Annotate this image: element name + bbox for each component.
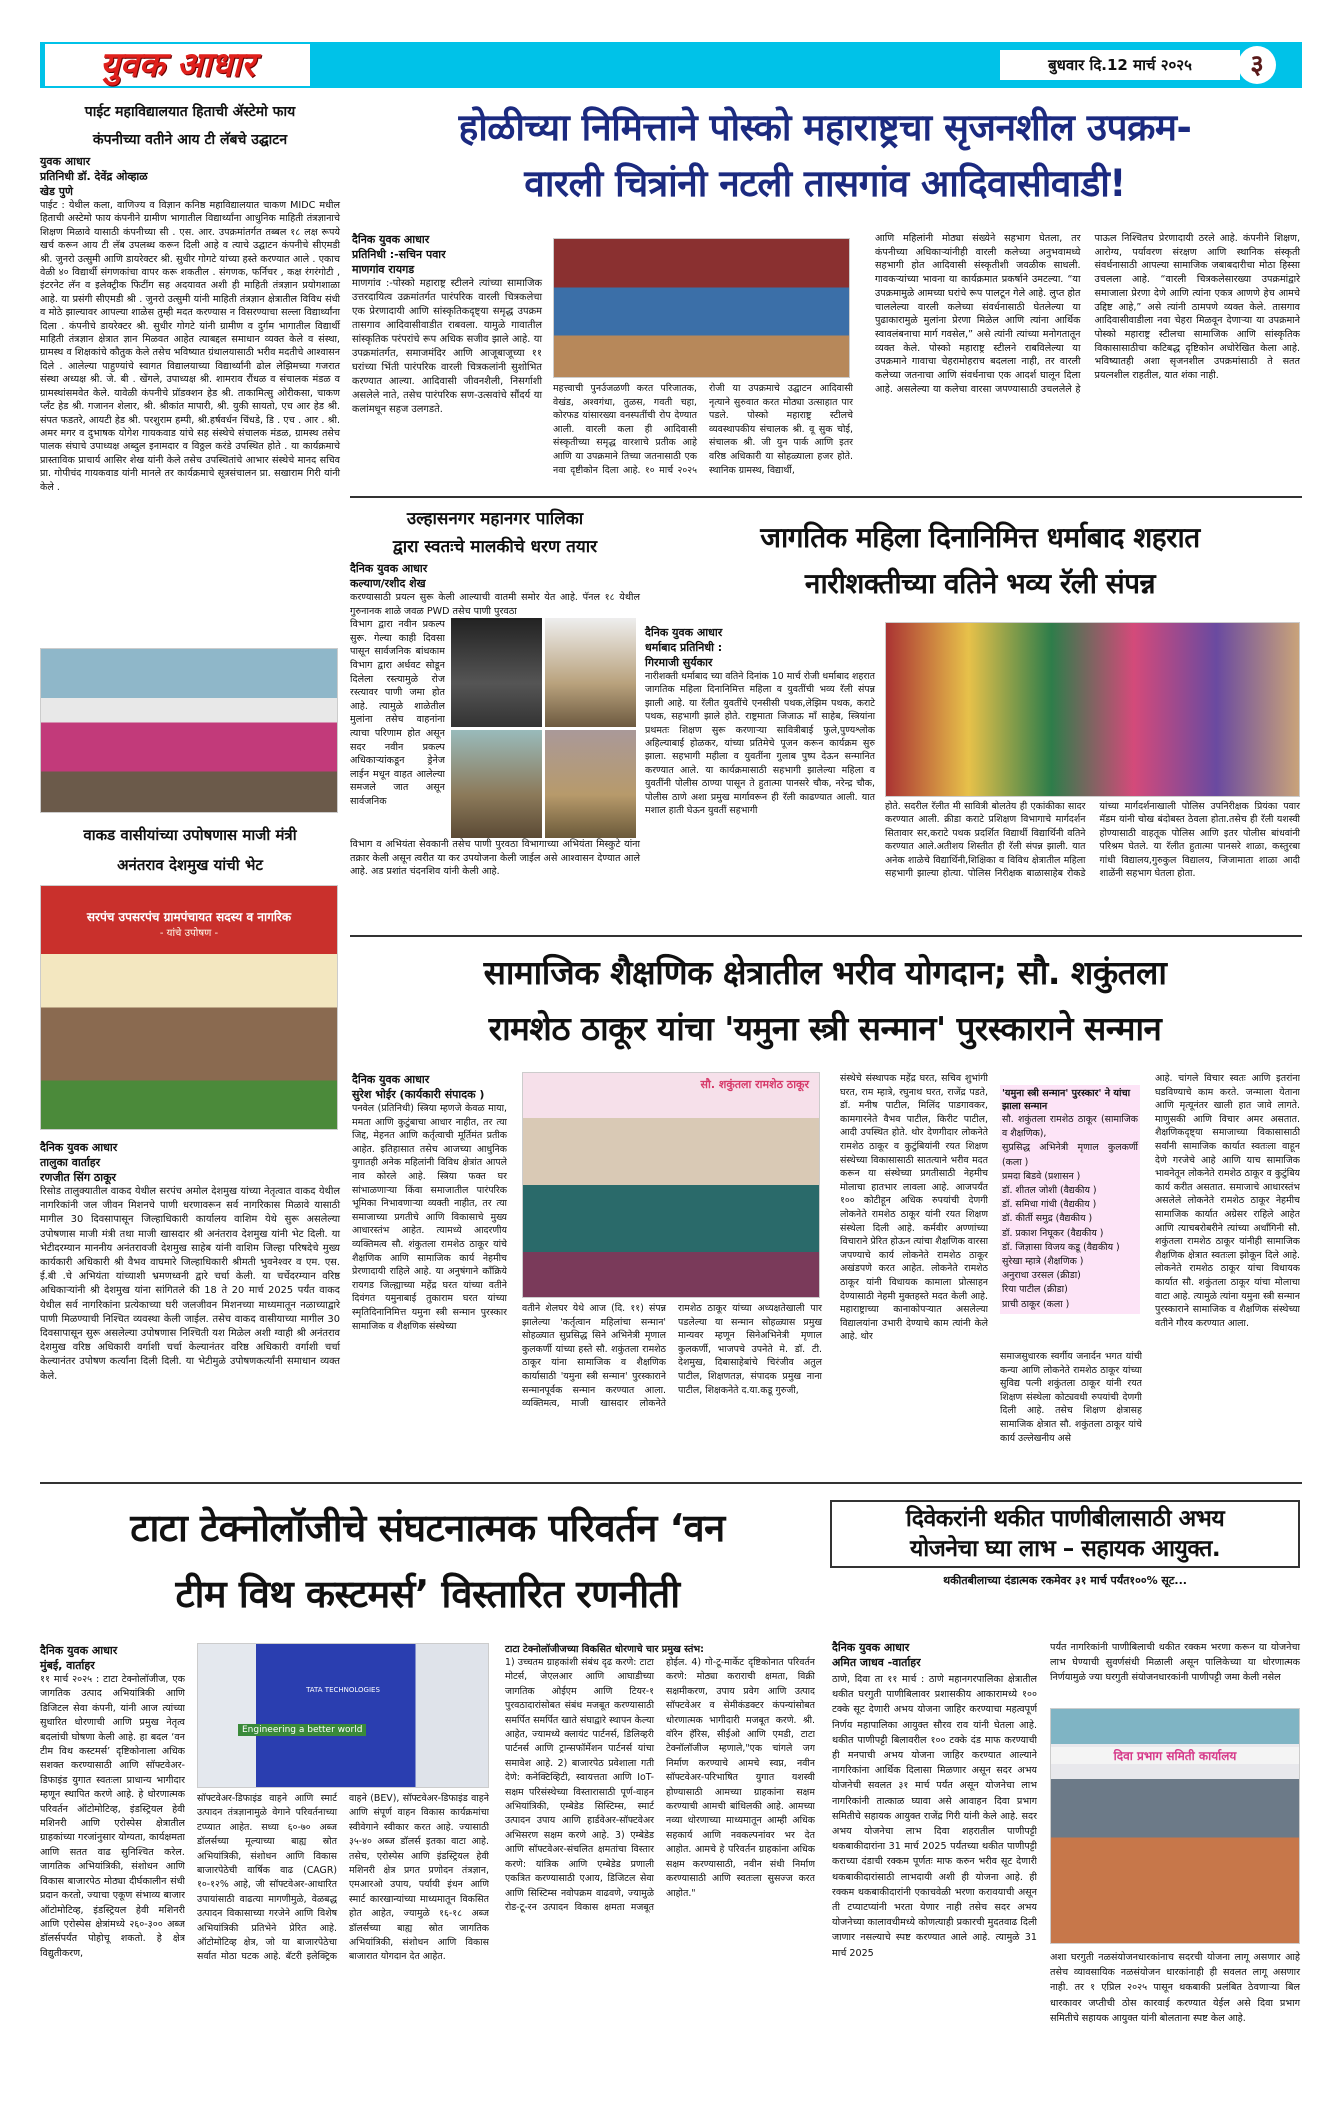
article-body: वतीने शेलघर येथे आज (दि. ११) संपन्न झालेल्या 'कर्तृत्वान महिलांचा सन्मान' सोहळ्यात सुप्रसिद्ध सिने अभिनेत्री मृणाल कुलकर्णी यांच्या हस्ते सौ. शकुंतला रामशेठ ठाकूर यांना सामाजिक व शैक्षणिक कार्यासाठी 'यमुना स्त्री सन्मान' पुरस्काराने सन्मानपूर्वक सन्मान करण्यात आला. व्यक्तिमत्व, माजी खासदार लोकनेते रामशेठ ठाकूर यांच्या अध्यक्षतेखाली पार पडलेल्या या सन्मान सोहळ्यास प्रमुख मान्यवर म्हणून सिनेअभिनेत्री मृणाल कुलकर्णी, भाजपचे उपनेते मे. डॉ. टी. देशमुख, दिबासाहेबांचे चिरंजीव अतुल पाटील, शिक्षणतज्ञ, संपादक प्रमुख नाना पाटील, शिक्षकनेते द.या.कडू गुरुजी, — [522, 1303, 822, 1410]
photo-banner-text: सौ. शकुंतला रामशेठ ठाकूर — [700, 1078, 809, 1091]
headline-line: अनंतराव देशमुख यांची भेट — [117, 856, 263, 874]
headline-line: टीम विथ कस्टमर्स’ विस्तारित रणनीती — [175, 1572, 680, 1616]
awardee: रिया पाटील (क्रीडा) — [1002, 1284, 1068, 1296]
article-body: संस्थेचे संस्थापक महेंद्र घरत, सचिव शुभांगी घरत, राम म्हात्रे, रघुनाथ घरत, राजेंद्र पडते, डॉ. मनीष पाटील, मिलिंद पाडगावकर, कामगारनेते वैभव पाटील, किरीट पाटील, आदी उपस्थित होते. थोर देणगीदार लोकनेते रामशेठ ठाकूर व कुटुंबियांनी रयत शिक्षण संस्थेच्या विकासासाठी सातत्याने भरीव मदत करून या संस्थेच्या प्रगतीसाठी नेहमीच मोलाचा हातभार लावला आहे. आजपर्यंत १०० कोटीहून अधिक रुपयांची देणगी लोकनेते रामशेठ ठाकूर यांनी रयत शिक्षण संस्थेला दिली आहे. कर्मवीर अण्णांच्या विचाराने प्रेरित होऊन त्यांचा शैक्षणिक वारसा जपण्याचे कार्य लोकनेते रामशेठ ठाकूर अखंडपणे करत आहेत. लोकनेते रामशेठ ठाकूर यांनी विधायक कामाला प्रोत्साहन देण्यासाठी नेहमी मुक्तहस्ते मदत केली आहे. महाराष्ट्राच्या कानाकोपऱ्यात असलेल्या विद्यालयांना उभारी देण्याचे काम त्यांनी केले आहे. थोर — [840, 1073, 988, 1343]
byline: सुरेश भोईर (कार्यकारी संपादक ) — [352, 1088, 485, 1101]
byline: युवक आधार — [40, 155, 91, 168]
byline: अमित जाधव -वार्ताहर — [832, 1656, 921, 1669]
article-body: आहे. चांगले विचार स्वतः आणि इतरांना घडविण्याचे काम करते. जन्माला येताना आणि मृत्यूनंतर खाली हात जावे लागते. माणुसकी आणि विचार अमर असतात. शैक्षणिकदृष्ट्या समाजाच्या विकासासाठी सर्वांनी सामाजिक कार्यात स्वतःला वाहून देणे गरजेचे आहे आणि याच सामाजिक भावनेतून लोकनेते रामशेठ ठाकूर व कुटुंबिय कार्य करीत असतात. समाजाचे आधारस्तंभ असलेले लोकनेते रामशेठ ठाकूर नेहमीच सामाजिक कार्यात अग्रेसर राहिले आहेत आणि त्याचबरोबरीने त्यांच्या अर्धांगिनी सौ. शकुंतला रामशेठ ठाकूर यांनीही सामाजिक शैक्षणिक क्षेत्रात स्वतःला झोकून दिले आहे. लोकनेते रामशेठ ठाकूर यांचा विधायक कार्यात सौ. शकुंतला ठाकूर यांचा मोलाचा वाटा आहे. त्यामुळे त्यांना यमुना स्त्री सन्मान पुरस्काराने सामाजिक व शैक्षणिक संस्थेच्या वतीने गौरव करण्यात आला. — [1155, 1073, 1300, 1329]
divider — [40, 1482, 1302, 1484]
photo-road-car — [545, 618, 636, 727]
photo-banner-text: सरपंच उपसरपंच ग्रामपंचायत सदस्य व नागरिक — [86, 910, 292, 924]
divider — [350, 935, 1302, 937]
byline: कल्याण/रशीद शेख — [350, 577, 426, 590]
headline-line: होळीच्या निमित्ताने पोस्को महाराष्ट्रचा सृजनशील उपक्रम- — [458, 106, 1192, 149]
awardees-title: 'यमुना स्त्री सन्मान' पुरस्कार' ने यांचा झाला सन्मान — [1002, 1088, 1131, 1112]
newspaper-logo: युवक आधार — [45, 44, 310, 86]
headline-line: रामशेठ ठाकूर यांचा 'यमुना स्त्री सन्मान' पुरस्काराने सन्मान — [488, 1009, 1162, 1048]
byline: मुंबई, वार्ताहर — [40, 1659, 95, 1672]
article-body: अशा घरगुती नळसंयोजनधारकांनाच सदरची योजना लागू असणार आहे तसेच व्यावसायिक नळसंयोजन धारकांनाही ही सवलत लागू असणार नाही. तर १ एप्रिल २०२५ पासून थकबाकी प्रलंबित ठेवणाऱ्या बिल धारकावर जप्तीची ठोस कारवाई करण्यात येईल असे दिवा प्रभाग समितीचे सहायक आयुक्त यांनी बोलताना स्पष्ट केल आहे. — [1050, 1952, 1300, 2024]
article-body: नारीशक्ती धर्माबाद च्या वतिने दिनांक 10 मार्च रोजी धर्माबाद शहरात जागतिक महिला दिनानिमित्त महिला व युवतींची भव्य रॅली संपन्न झाली आहे. या रॅलीत युवतींचे एनसीसी पथक,लेझिम पथक, कराटे पथक, सहभागी झाले होते. राष्ट्रमाता जिजाऊ माँ साहेब, स्त्रियांना प्रथमतः शिक्षण सुरू करणाऱ्या सावित्रीबाई फुले,पुण्यश्लोक अहिल्याबाई होळकर, यांच्या प्रतिमेचे पूजन करून कार्यक्रम सुरु झाला. सहभागी महीला व युवतींना गुलाब पुष्प देऊन सन्मानित करण्यात आले. या कार्यक्रमासाठी सहभागी झालेल्या महिला व युवतींनी पोलीस ठाण्या पासून ते हुतात्मा पानसरे चौक, नरेन्द्र चौक, पोलीस ठाणे अशा प्रमुख मार्गावरून ही रॅली काढण्यात आली. यात मशाल हाती घेऊन युवतीं सहभागी — [645, 671, 875, 817]
headline-line: दिवेकरांनी थकीत पाणीबीलासाठी अभय — [905, 1506, 1225, 1532]
photo-sign-text: दिवा प्रभाग समिती कार्यालय — [1051, 1747, 1299, 1764]
article-womens-day-headline — [660, 515, 1300, 607]
headline-line: सामाजिक शैक्षणिक क्षेत्रातील भरीव योगदान; सौ. शकुंतला — [483, 953, 1167, 992]
article-tata-headline — [40, 1495, 815, 1627]
awardee: डॉ. समिधा गांधी (वैद्यकीय ) — [1002, 1199, 1097, 1211]
article-shakuntala-headline — [350, 945, 1300, 1057]
awardees-box — [1000, 1085, 1140, 1314]
article-shakuntala-col1 — [352, 1072, 507, 1457]
headline-line: योजनेचा घ्या लाभ – सहायक आयुक्त. — [909, 1536, 1221, 1562]
article-hitachi — [40, 98, 340, 494]
headline-line: उल्हासनगर महानगर पालिका — [406, 509, 584, 529]
photo-grid-waterlogging — [451, 618, 636, 838]
article-body: करण्यासाठी प्रयत्न सुरू केली आल्याची वातमी समोर येत आहे. पॅनल १८ येथील गुरुनानक शाळे जवळ PWD तसेच पाणी पुरवठा — [350, 592, 640, 617]
article-wakad-body — [40, 1140, 340, 1384]
diva-subheading: थकीतबीलाच्या दंडात्मक रकमेवर ३१ मार्च पर्यंत१००% सूट... — [943, 1574, 1187, 1587]
article-ulhasnagar — [350, 505, 640, 879]
headline-line: नारीशक्तीच्या वतिने भव्य रॅली संपन्न — [804, 567, 1156, 600]
article-diva-col1 — [832, 1640, 1037, 1670]
awardee: सुप्रसिद्ध अभिनेत्री मृणाल कुलकर्णी (कला ) — [1002, 1142, 1138, 1168]
headline-line: जागतिक महिला दिनानिमित्त धर्माबाद शहरात — [760, 521, 1200, 554]
photo-banner-subtext: - यांचे उपोषण - — [159, 928, 219, 939]
byline: खेड पुणे — [40, 185, 73, 198]
article-body: रिसोड तालुक्यातील वाकद येथील सरपंच अमोल देशमुख यांच्या नेतृत्वात वाकद येथील नागरिकांनी जल जीवन मिशनचे पाणी धरणावरून सर्व नागरिकास मिळावे यासाठी मागील 30 दिवसापासून जिल्हाधिकारी कार्यालय वाशिम येथे सुरू असलेल्या उपोषणास माजी मंत्री तथा माजी खासदार श्री अनंतराव देशमुख यांनी भेट दिली. या भेटीदरम्यान माननीय अनंतरावजी देशमुख साहेब यांनी वाशिम जिल्हा परिषदेचे मुख्य कार्यकारी अधिकारी श्री वैभव वाघमारे जिल्हाधिकारी श्रीमती भुवनेश्वर व एम. एस. ई.बी .चे अभियंता यांच्याशी भ्रमणध्वनी द्वारे चर्चा केली. या चर्चेदरम्यान वरिष्ठ अधिकाऱ्यांनी श्री देशमुख यांना सांगितले की 18 ते 20 मार्च 2025 पर्यंत वाकद येथील सर्व नागरिकांना प्रत्येकाच्या घरी जलजीवन मिशनच्या माध्यमातून नळाच्याद्वारे पाणी मिळण्याची निश्चित व्यवस्था केली जाईल. तसेच वाकद वासीयाच्या मागील 30 दिवसापासून सुरू असलेल्या उपोषणास निश्चिती यश मिळेल अशी ग्वाही श्री अनंतराव देशमुख वरिष्ठ अधिकारी वर्गाशी चर्चा केल्यानंतर वरिष्ठ अधिकारी वर्गाशी चर्चा केल्यानंतर उपोषण कर्त्यांना दिली दिली. या भेटीमुळे उपोषणकर्त्यांनी समाधान व्यक्त केले. — [40, 1186, 340, 1382]
awardee: अनुराधा उरसल (क्रीडा) — [1002, 1270, 1081, 1282]
byline: दैनिक युवक आधार — [645, 626, 723, 639]
photo-warli-event — [553, 238, 850, 378]
photo-diva-ward-office — [1050, 1708, 1300, 1944]
article-diva-headline — [830, 1500, 1300, 1568]
headline-line: पाईट महाविद्यालयात हिताची ॲस्टेमो फाय — [84, 104, 296, 120]
headline-line: वारली चित्रांनी नटली तासगांव आदिवासीवाडी! — [524, 162, 1126, 205]
awardee: डॉ. शीतल जोशी (वैद्यकीय ) — [1002, 1185, 1097, 1197]
photo-womens-rally — [885, 622, 1300, 797]
divider — [350, 496, 1302, 498]
byline: तालुका वार्ताहर — [40, 1156, 101, 1169]
article-body: ठाणे, दिवा ता ११ मार्च : ठाणे महानगरपालिका क्षेत्रातील थकीत घरगुती पाणीबिलावर प्रशासकीय आकारामध्ये १०० टक्के सूट देणारी अभय योजना जाहिर करण्याचा महत्वपूर्ण निर्णय महापालिका आयुक्त सौरव राव यांनी घेतला आहे. थकीत पाणीपट्टी बिलावरील १०० टक्के दंड माफ करण्याची ही मनपाची अभय योजना जाहिर करण्यात आल्याने नागरिकांना आर्थिक दिलासा मिळणार असून सदर अभय योजनेची सवलत ३१ मार्च पर्यंत असून योजनेचा लाभ नागरिकांनी तात्काळ घ्यावा असे आवाहन दिवा प्रभाग समितीचे सहायक आयुक्त राजेंद्र गिरी यांनी केले आहे. सदर अभय योजनेचा लाभ दिवा शहरातील पाणीपट्टी थकबाकीदारांना 31 मार्च 2025 पर्यंतच्या थकीत पाणीपट्टी कराच्या दंडाची रक्कम पूर्णतः माफ करुन भरीव सूट देणारी थकबाकीदारांसाठी लाभदायी अशी ही योजना आहे. ही रक्कम थकबाकीदारांनी एकाचवेळी भरणा करावयाची असून ती टप्याटप्यांनी भरता येणार नाही तसेच सदर अभय योजनेच्या कालावधीमध्ये कोणत्याही प्रकारची मुदतवाढ दिली जाणार नसल्याचे स्पष्ट करण्यात आले आहे. त्यामुळे 31 मार्च 2025 — [832, 1674, 1037, 1959]
byline: माणगांव रायगड — [352, 263, 415, 276]
photo-tata-office — [197, 1643, 489, 1788]
photo-hunger-strike — [40, 885, 338, 1130]
awardee: डॉ. प्रकाश निघूकर (वैद्यकीय ) — [1002, 1227, 1104, 1239]
photo-award-ceremony — [522, 1072, 820, 1298]
photo-caption-text: Engineering a better world — [238, 1724, 366, 1736]
article-posco-headline — [350, 100, 1300, 212]
byline: दैनिक युवक आधार — [832, 1641, 910, 1654]
byline: प्रतिनिधी डॉ. देवेंद्र ओव्हाळ — [40, 170, 148, 183]
awardee: प्राची ठाकूर (कला ) — [1002, 1298, 1070, 1310]
photo-road-night — [451, 618, 542, 727]
article-body: महत्त्वाची पुनर्उजळणी करत परिजातक, वेखंड, अश्वगंधा, तुळस, गवती चहा, कोरफड यांसारख्या वनस्पतींची रोप देण्यात आली. वारली कला ही आदिवासी संस्कृतीच्या समृद्ध वारशाचे प्रतीक आहे आणि या उपक्रमाने तिच्या जतनासाठी एक नवा दृष्टीकोन दिला आहे. १० मार्च २०२५ रोजी या उपक्रमाचे उद्घाटन आदिवासी नृत्याने सुरुवात करत मोठ्या उत्साहात पार पडले. पोस्को महाराष्ट्र स्टीलचे व्यवस्थापकीय संचालक श्री. वू सुक चोई, संचालक श्री. जी युन पार्क आणि इतर वरिष्ठ अधिकारी या सोहळ्याला हजर होते. स्थानिक ग्रामस्थ, विद्यार्थी, — [553, 383, 853, 476]
byline: दैनिक युवक आधार — [352, 1073, 430, 1086]
byline: गिरमाजी सुर्यकार — [645, 656, 713, 669]
article-womens-day — [645, 625, 875, 817]
byline: धर्माबाद प्रतिनिधी : — [645, 641, 723, 654]
byline: दैनिक युवक आधार — [40, 1141, 118, 1154]
article-tata-col4 — [505, 1643, 815, 2066]
article-body: विभाग द्वारा नवीन प्रकल्प सुरू. गेल्या काही दिवसा पासून सार्वजनिक बांधकाम विभाग द्वारा अर्धवट सोडून दिलेला रस्त्यामुळे रोज रस्त्यावर पाणी जमा होत आहे. त्यामुळे शाळेतील मुलांना तसेच वाहनांना त्याचा परिणाम होत असून सदर नवीन प्रकल्प अधिकाऱ्यांकडून ड्रेनेज लाईन मधून वाहत आलेल्या समजले जात असून सार्वजनिक — [350, 619, 445, 807]
article-body: पनवेल (प्रतिनिधी) स्त्रिया म्हणजे केवळ माया, ममता आणि कुटुंबाचा आधार नाहीत, तर त्या जिद्द, मेहनत आणि कर्तृत्वाची मूर्तिमंत प्रतीक आहेत. इतिहासात तसेच आजच्या आधुनिक युगातही अनेक महिलांनी विविध क्षेत्रांत आपले नाव कोरले आहे. स्त्रिया फक्त घर सांभाळणाऱ्या किंवा समाजातील पारंपरिक भूमिका निभावणाऱ्या व्यक्ती नाहीत, तर त्या समाजाच्या प्रगतीचे आणि विकासाचे मुख्य आधारस्तंभ आहेत. त्यामध्ये आदरणीय व्यक्तिमत्व सौ. शंकुतला रामशेठ ठाकूर यांचे शैक्षणिक आणि सामाजिक कार्य नेहमीच प्रेरणादायी राहिले आहे. या अनुषंगाने कॉंक्रिये रायगड जिल्ह्याच्या महेंद्र घरत यांच्या वतीने दिवंगत यमुनाबाई तुकाराम घरत यांच्या स्मृतिदिनानिमित्त यमुना स्त्री सन्मान पुरस्कार सामाजिक व शैक्षणिक संस्थेच्या — [352, 1103, 507, 1332]
headline-line: टाटा टेक्नोलॉजीचे संघटनात्मक परिवर्तन ‘वन — [130, 1506, 725, 1550]
awardee: प्रमदा बिडवे (प्रशासन ) — [1002, 1170, 1081, 1182]
byline: दैनिक युवक आधार — [350, 562, 428, 575]
awardee: डॉ. कीर्ती समुद्र (वैद्यकीय ) — [1002, 1213, 1093, 1225]
headline-line: द्वारा स्वतःचे मालकीचे धरण तयार — [392, 537, 598, 557]
article-body: माणगांव :-पोस्को महाराष्ट्र स्टीलने त्यांच्या सामाजिक उत्तरदायित्व उक्रमांतर्गत पारंपरिक वारली चित्रकलेचा एक प्रेरणादायी आणि सांस्कृतिकदृष्ट्या समृद्ध उपक्रम तासगाव आदिवासीवाडीत राबवला. यामुळे गावातील सांस्कृतिक परंपरांचे रूप अधिक सजीव झाले आहे. या उपक्रमांतर्गत, समाजमंदिर आणि आजूबाजूच्या ११ घरांच्या भिंती पारंपरिक वारली चित्रकलांनी सुशोभित करण्यात आल्या. आदिवासी जीवनशैली, निसर्गाशी असलेले नाते, तसेच पारंपरिक सण-उत्सवांचे सौंदर्य या कलांमधून सहज उलगडते. — [352, 278, 542, 415]
issue-date: बुधवार दि.12 मार्च २०२५ — [1000, 50, 1240, 80]
byline: प्रतिनिधी :-सचिन पवार — [352, 248, 446, 261]
awardee: डॉ. जिज्ञासा विजय कडू (वैद्यकीय ) — [1002, 1241, 1120, 1253]
article-body: ११ मार्च २०२५ : टाटा टेक्नोलॉजीज, एक जागतिक उत्पाद अभियांत्रिकी आणि डिजिटल सेवा कंपनी, यांनी आज त्यांच्या सुधारित धोरणाची आणि प्रमुख नेतृत्व बदलांची घोषणा केली आहे. हा बदल ‘वन टीम विथ कस्टमर्स’ दृष्टिकोनाला अधिक सशक्त करण्यासाठी आणि सॉफ्टवेअर-डिफाइंड युगात स्वतःला प्राधान्य भागीदार म्हणून स्थापित करणे आहे. हे धोरणात्मक परिवर्तन ऑटोमोटिव्ह, इंडस्ट्रियल हेवी मशिनरी आणि एरोस्पेस क्षेत्रातील ग्राहकांच्या गरजांनुसार योग्यता, कार्यक्षमता आणि सतत वाढ सुनिश्चित करेल. जागतिक अभियांत्रिकी, संशोधन आणि विकास बाजारपेठ मोठ्या दीर्घकालीन संधी प्रदान करतो, ज्याचा एकूण संभाव्य बाजार ऑटोमोटिव्ह, इंडस्ट्रियल हेवी मशिनरी आणि एरोस्पेस क्षेत्रांमध्ये २६०-३०० अब्ज डॉलर्सपर्यंत पोहोचू शकतो. हे क्षेत्र विद्युतीकरण, — [40, 1674, 185, 1959]
photo-sign-text: TATA TECHNOLOGIES — [306, 1686, 380, 1694]
article-body: विभाग व अभियंता सेवकानी तसेच पाणी पुरवठा विभागाच्या अभियंता मिस्कुटे यांना तक्रार केली असून त्वरीत या कर उपयोजना केली जाईल असे आश्वासन देण्यात आले आहे. अड प्रशांत चंदनशिव यांनी केली आहे. — [350, 839, 640, 878]
byline: दैनिक युवक आधार — [352, 233, 430, 246]
photo-road-pothole — [545, 730, 636, 839]
article-body: सॉफ्टवेअर-डिफाइंड वाहने आणि स्मार्ट उत्पादन तंत्रज्ञानामुळे वेगाने परिवर्तनाच्या टप्प्यात आहेत. सध्या ६०-७० अब्ज डॉलर्सच्या मूल्याच्या बाह्य स्रोत अभियांत्रिकी, संशोधन आणि विकास बाजारपेठेची वार्षिक वाढ (CAGR) १०-१२% आहे, जी सॉफ्टवेअर-आधारित उपायांसाठी वाढत्या मागणीमुळे, वेळबद्ध उत्पादन विकासाच्या गरजेने आणि विशेष अभियांत्रिकी प्रतिभेने प्रेरित आहे. ऑटोमोटिव्ह क्षेत्र, जो या बाजारपेठेचा सर्वात मोठा घटक आहे. बॅटरी इलेक्ट्रिक वाहने (BEV), सॉफ्टवेअर-डिफाइंड वाहने आणि संपूर्ण वाहन विकास कार्यक्रमांचा स्वीवेगाने स्वीकार करत आहे. ज्यासाठी ३५-४० अब्ज डॉलर्स इतका वाटा आहे. तसेच, एरोस्पेस आणि इंडस्ट्रियल हेवी मशिनरी क्षेत्र प्रगत प्रणोदन तंत्रज्ञान, एमआरओ उपाय, पर्यायी इंधन आणि स्मार्ट कारखान्यांच्या माध्यमातून विकसित होत आहेत, ज्यामुळे १६-१८ अब्ज डॉलर्सच्या बाह्य स्रोत जागतिक अभियांत्रिकी, संशोधन आणि विकास बाजारात योगदान देत आहेत. — [197, 1793, 489, 1963]
page-number: ३ — [1238, 46, 1276, 84]
headline-line: कंपनीच्या वतीने आय टी लॅबचे उद्घाटन — [92, 132, 288, 148]
article-body: पर्यंत नागरिकांनी पाणीबिलाची थकीत रक्कम भरणा करून या योजनेचा लाभ घेण्याची सुवर्णसंधी मिळाली असून पालिकेच्या या धोरणात्मक निर्णयामुळे ज्या घरगुती संयोजनधारकांनी पाणीपट्टी जमा केली नसेल — [1050, 1642, 1300, 1684]
sub-heading: टाटा टेक्नोलॉजीजच्या विकसित धोरणाचे चार प्रमुख स्तंभ: — [505, 1644, 704, 1655]
headline-line: वाकड वासीयांच्या उपोषणास माजी मंत्री — [83, 826, 297, 844]
article-body: होते. सदरील रॅलीत मी सावित्री बोलतेय ही एकांकीका सादर करण्यात आली. क्रीडा कराटे प्रशिक्षण विभागाचे मार्गदर्शन सितावार सर,कराटे पथक प्रदर्शित विद्यार्थी विद्यार्थिनी वतिने करण्यात आले.अतीशय शिस्तीत ही रॅली संपन्न झाली. यात अनेक शाळेचे विद्यार्थिनी,शिक्षिका व विविध क्षेत्रातील महिला सहभागी झाल्या होत्या. पोलिस निरीक्षक बाळासाहेब रोकडे यांच्या मार्गदर्शनाखाली पोलिस उपनिरीक्षक प्रियंका पवार मॅडम यांनी चोख बंदोबस्त ठेवला होता.तसेच ही रॅली यशस्वी होण्यासाठी वाहतूक पोलिस आणि इतर पोलीस बांधवांनी परिश्रम घेतले. या रॅलीत हुतात्मा पानसरे शाळा, कस्तुरबा गांधी विद्यालय,गुरुकुल विद्यालय, जिजामाता शाळा आदी शाळेंनी सहभाग घेतला होता. — [885, 801, 1300, 880]
byline: दैनिक युवक आधार — [40, 1644, 118, 1657]
photo-it-lab-inauguration — [40, 648, 338, 813]
article-tata-col1 — [40, 1643, 185, 2073]
article-wakad — [40, 820, 340, 880]
awardee: सुरेखा म्हात्रे (शैक्षणिक ) — [1002, 1256, 1084, 1268]
awardee: सौ. शकुंतला रामशेठ ठाकूर (सामाजिक व शैक्षणिक), — [1002, 1114, 1138, 1140]
article-body: पाईट : येथील कला, वाणिज्य व विज्ञान कनिष्ठ महाविद्यालयात चाकण MIDC मधील हिताची अस्टेमो फाय कंपनीने ग्रामीण भागातील विद्यार्थ्यांना आधुनिक माहिती तंत्रज्ञानाचे शिक्षण मिळावे यासाठी कंपनीच्या सी . एस. आर. उपक्रमांतर्गत तब्बल १८ लक्ष रूपये खर्च करून आय टी लॅब उपलब्ध करून दिली आहे व त्याचे उद्घाटन कंपनीचे सीएमडी श्री. जुनरो उत्सुमी आणि डायरेक्टर श्री. सुधीर गोगटे यांच्या हस्ते करण्यात आले . एकाच वेळी ४० विद्यार्थी संगणकांचा वापर करू शकतील . संगणक, फर्निचर , कक्ष रंगरंगोटी , इंटरनेट लॅन व इलेक्ट्रीक फिटींग सह अदयावत अशी ही माहिती तंत्रज्ञान प्रयोगशाळा आहे. या प्रसंगी सीएमडी श्री . जुनरो उत्सुमी यांनी माहिती तंत्रज्ञान क्षेत्रातील विविध संधी व मोठे झाल्यावर आपल्या शाळेस तुम्ही मदत करण्यास न विसरण्याचा सल्ला विद्यार्थ्यांना दिला . कंपनीचे डायरेक्टर श्री. सुधीर गोगटे यांनी ग्रामीण व दुर्गम भागातील विद्यार्थी माहिती तंत्रज्ञान क्षेत्रात ज्ञान मिळवत आहेत त्याबद्दल समाधान व्यक्त केले व संस्था, ग्रामस्थ व शिक्षकांचे कौतुक केले तसेच भविष्यात ग्रंथालयासाठी भरीव मदतीचे आश्वासन दिले . आलेल्या पाहुण्यांचे स्वागत विद्यालयाच्या विद्यार्थ्यांनी ढोल लेझिमच्या गजरात संस्था अध्यक्ष श्री. जे. बी . खेंगले, उपाध्यक्ष श्री. शामराव रौंधळ व संचालक मंडळ व ग्रामस्थांसमवेत केले. यावेळी कंपनीचे प्रॉडक्शन हेड श्री. ताकामित्सु ओरीकसा, चाकण प्लॅंट हेड श्री. गजानन शेलार, श्री. श्रीकांत मापारी, श्री. युकी सायतो, एच आर हेड श्री. संपत फडतरे, आयटी हेड श्री. परशुराम हम्पी, श्री.हर्षवर्धन चिंधडे, डि . एच . आर . श्री. अमर मगर व दुभाषक योगेश गायकवाड यांचे सह संस्थेचे संचालक मंडळ, ग्रामस्थ तसेच पालक संघाचे उपाध्यक्ष अब्दुल इनामदार व विठ्ठल करंडे उपस्थित होते . या कार्यक्रमाचे प्रास्ताविक प्राचार्य आसिर शेख यांनी केले तसेच उपस्थितांचे आभार संस्थेचे मानद सचिव प्रा. गोपीचंद गायकवाड यांनी मानले तर कार्यक्रमाचे सूत्रसंचालन प्रा. सखाराम गिरी यांनी केले . — [40, 200, 340, 493]
article-body: 1) उच्चतम ग्राहकांशी संबंध दृढ करणे: टाटा मोटर्स, जेएलआर आणि आघाडीच्या जागतिक ओईएम आणि टियर-१ पुरवठादारांसोबत संबंध मजबूत करण्यासाठी समर्पित समर्पित खाते संघाद्वारे स्थापन केल्या आहेत, ज्यामध्ये क्लायंट पार्टनर्स, डिलिव्हरी पार्टनर्स आणि ट्रान्सफॉर्मेशन पार्टनर्स यांचा समावेश आहे. 2) बाजारपेठ प्रवेशाला गती देणे: कनेक्टिव्हिटी, स्वायत्तता आणि IoT-सक्षम परिसंस्थेच्या विस्तारासाठी पूर्ण-वाहन अभियांत्रिकी, एम्बेडेड सिस्टिम्स, स्मार्ट उत्पादन उपाय आणि हार्डवेअर-सॉफ्टवेअर अभिसरण सक्षम करणे आहे. 3) एम्बेडेड आणि सॉफ्टवेअर-संचलित क्षमतांचा विस्तार करणे: यांत्रिक आणि एम्बेडेड प्रणाली एकत्रित करण्यासाठी एआय, डिजिटल सेवा आणि सिस्टिम्स नवोपक्रम वाढवणे, ज्यामुळे रोड-टू-रन उत्पादन विकास क्षमता मजबूत होईल. 4) गो-टू-मार्केट दृष्टिकोनात परिवर्तन करणे: मोठ्या कराराची क्षमता, विक्री सक्षमीकरण, उपाय प्रवेग आणि उत्पाद सॉफ्टवेअर व सेमीकंडक्टर कंपन्यांसोबत धोरणात्मक भागीदारी मजबूत करणे. श्री. वॉरेन हॅरिस, सीईओ आणि एमडी, टाटा टेक्नॉलॉजीज म्हणाले,"एक चांगले जग निर्माण करण्याचे आमचे स्वप्न, नवीन सॉफ्टवेअर-परिभाषित युगात यशस्वी होण्यासाठी आमच्या ग्राहकांना सक्षम करण्याची आमची बांधिलकी आहे. आमच्या नव्या धोरणाच्या माध्यमातून आम्ही अधिक सहकार्य आणि नवकल्पनांवर भर देत आहोत. आमचे हे परिवर्तन ग्राहकांना अधिक सक्षम करण्यासाठी, नवीन संधी निर्माण करण्यासाठी आणि स्वतःला सुसज्ज करत आहोत." — [505, 1657, 815, 1913]
article-body: आणि महिलांनी मोठ्या संख्येने सहभाग घेतला, तर कंपनीच्या अधिकाऱ्यांनीही वारली कलेच्या अनुभवामध्ये सहभागी होत आदिवासी संस्कृतीशी जवळीक साधली. गावकऱ्यांच्या भावना या कार्यक्रमात प्रकर्षाने उमटल्या. “या उपक्रमामुळे आमच्या घरांचे रूप पालटून गेले आहे. लुप्त होत चाललेल्या वारली कलेच्या संवर्धनासाठी घेतलेल्या या पुढाकारामुळे मुलांना प्रेरणा मिळेल आणि त्यांना आर्थिक स्वावलंबनाचा मार्ग गवसेल,” असे त्यांनी त्यांच्या मनोगतातून व्यक्त केले. पोस्को महाराष्ट्र स्टीलने राबविलेल्या या उपक्रमाने गावाचा चेहरामोहराच बदलला नाही, तर वारली कलेच्या जतनाचा आणि संवर्धनाचा एक आदर्श घालून दिला आहे. असलेल्या या कलेचा वारसा जपण्यासाठी उचललेले हे पाऊल निश्चितच प्रेरणादायी ठरले आहे. कंपनीने शिक्षण, आरोग्य, पर्यावरण संरक्षण आणि स्थानिक संस्कृती संवर्धनासाठी आपल्या सामाजिक जबाबदारीचा मोठा हिस्सा उचलला आहे. “वारली चित्रकलेसारख्या उपक्रमांद्वारे समाजाला प्रेरणा देणे आणि त्यांना एकत्र आणणे हेच आमचे उद्दिष्ट आहे,” असे त्यांनी ठामपणे व्यक्त केले. तासगाव आदिवासीवाडीला नवा चेहरा मिळवून देणाऱ्या या उपक्रमाने पोस्को महाराष्ट्र स्टीलचा सामाजिक आणि सांस्कृतिक विकासासाठीचा कटिबद्ध दृष्टिकोन अधोरेखित केला आहे. भविष्यातही अशा सृजनशील उपक्रमांसाठी ते सतत प्रयत्नशील राहतील, यात शंका नाही. — [875, 233, 1300, 395]
article-body: समाजसुधारक स्वर्गीय जनार्दन भगत यांची कन्या आणि लोकनेते रामशेठ ठाकूर यांच्या सुविद्य पत्नी शकुंतला ठाकूर यांनी रयत शिक्षण संस्थेला कोट्यवधी रुपयांची देणगी दिली आहे. तसेच शिक्षण क्षेत्रासह सामाजिक क्षेत्रात सौ. शकुंतला ठाकूर यांचे कार्य उल्लेखनीय असे — [1000, 1351, 1142, 1444]
byline: रणजीत सिंग ठाकूर — [40, 1171, 117, 1184]
photo-road-puddle — [451, 730, 542, 839]
article-posco-col1 — [352, 232, 542, 417]
